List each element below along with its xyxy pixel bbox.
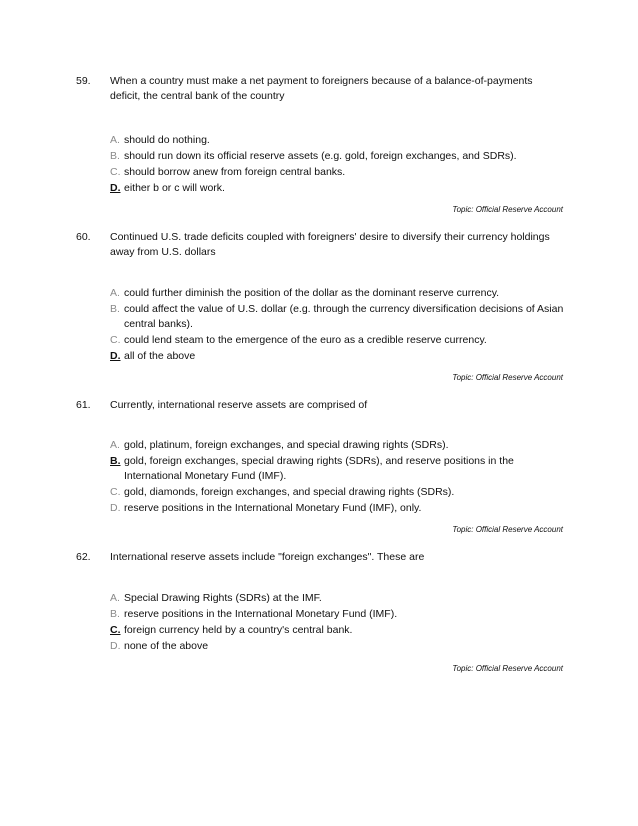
option-text: all of the above: [124, 350, 196, 362]
question-number: 60.: [76, 231, 91, 243]
option-letter: B.: [110, 608, 120, 620]
option-letter: B.: [110, 455, 121, 467]
answer-option: [110, 607, 565, 622]
answer-option: [110, 591, 565, 606]
option-text: gold, diamonds, foreign exchanges, and special drawing rights (SDRs).: [124, 486, 455, 498]
option-letter: C.: [110, 166, 121, 178]
option-letter: D.: [110, 502, 121, 514]
topic-label: Topic: Official Reserve Account: [452, 373, 563, 382]
topic-label: Topic: Official Reserve Account: [452, 205, 563, 214]
option-text: gold, foreign exchanges, special drawing rights (SDRs), and reserve positions in the International Monetary Fund (IMF).: [124, 455, 514, 482]
option-text: could lend steam to the emergence of the euro as a credible reserve currency.: [124, 334, 487, 346]
answer-option: [110, 438, 565, 453]
topic-label: Topic: Official Reserve Account: [452, 664, 563, 673]
correct-answer-option: [110, 623, 565, 638]
option-letter: C.: [110, 334, 121, 346]
correct-answer-option: [110, 181, 565, 196]
option-text: gold, platinum, foreign exchanges, and special drawing rights (SDRs).: [124, 439, 449, 451]
option-letter: D.: [110, 182, 121, 194]
topic-label: Topic: Official Reserve Account: [452, 525, 563, 534]
option-letter: D.: [110, 350, 121, 362]
correct-answer-option: [110, 349, 565, 364]
answer-option: [110, 333, 565, 348]
answer-options: [110, 591, 565, 655]
answer-option: [110, 302, 565, 332]
option-text: Special Drawing Rights (SDRs) at the IMF.: [124, 592, 322, 604]
answer-option: [110, 165, 565, 180]
question-text: Continued U.S. trade deficits coupled with foreigners' desire to diversify their currency holdings away from U.S. dollars: [110, 231, 550, 258]
option-text: could affect the value of U.S. dollar (e.g. through the currency diversification decisions of Asian central banks).: [124, 303, 564, 330]
correct-answer-option: [110, 454, 565, 484]
option-text: reserve positions in the International Monetary Fund (IMF).: [124, 608, 398, 620]
option-text: either b or c will work.: [124, 182, 225, 194]
option-text: none of the above: [124, 640, 209, 652]
question-text: International reserve assets include "foreign exchanges". These are: [110, 551, 425, 563]
option-letter: B.: [110, 303, 120, 315]
option-letter: D.: [110, 640, 121, 652]
option-text: foreign currency held by a country's central bank.: [124, 624, 353, 636]
option-text: should run down its official reserve assets (e.g. gold, foreign exchanges, and SDRs).: [124, 150, 517, 162]
answer-option: [110, 149, 565, 164]
answer-option: [110, 639, 565, 654]
question-number: 61.: [76, 399, 91, 411]
option-letter: A.: [110, 439, 120, 451]
answer-option: [110, 133, 565, 148]
answer-options: [110, 286, 565, 365]
option-text: should borrow anew from foreign central banks.: [124, 166, 346, 178]
answer-options: [110, 133, 565, 197]
question-number: 59.: [76, 75, 91, 87]
option-letter: B.: [110, 150, 120, 162]
option-letter: A.: [110, 134, 120, 146]
answer-option: [110, 501, 565, 516]
option-letter: A.: [110, 287, 120, 299]
option-text: should do nothing.: [124, 134, 210, 146]
question-number: 62.: [76, 551, 91, 563]
answer-option: [110, 286, 565, 301]
option-letter: A.: [110, 592, 120, 604]
question-text: When a country must make a net payment to foreigners because of a balance-of-payments deficit, the central bank of the country: [110, 75, 533, 102]
option-text: could further diminish the position of the dollar as the dominant reserve currency.: [124, 287, 500, 299]
option-letter: C.: [110, 486, 121, 498]
question-text: Currently, international reserve assets are comprised of: [110, 399, 368, 411]
answer-options: [110, 438, 565, 517]
option-letter: C.: [110, 624, 121, 636]
option-text: reserve positions in the International Monetary Fund (IMF), only.: [124, 502, 422, 514]
answer-option: [110, 485, 565, 500]
